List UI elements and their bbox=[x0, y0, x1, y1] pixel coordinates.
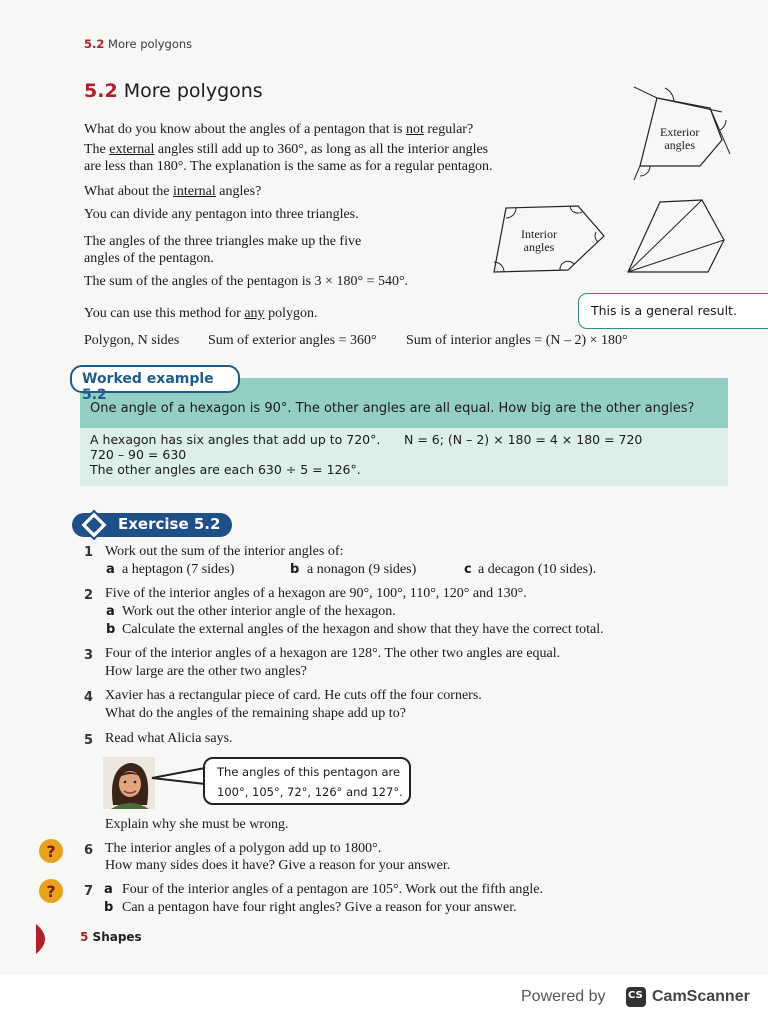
worked-example-question: One angle of a hexagon is 90°. The other angles are all equal. How big are the other angles? bbox=[90, 401, 695, 416]
question-2b-text: Calculate the external angles of the hexagon and show that they have the correct total. bbox=[122, 622, 604, 637]
question-4-text: Xavier has a rectangular piece of card. He cuts off the four corners. bbox=[105, 688, 482, 703]
worked-example-line-2: 720 – 90 = 630 bbox=[90, 447, 187, 462]
chapter-tab-marker bbox=[36, 924, 54, 954]
question-1-number: 1 bbox=[84, 545, 94, 560]
question-7-number: 7 bbox=[84, 884, 94, 899]
exterior-angles-label: Exterior angles bbox=[660, 125, 700, 152]
question-6-text-2: How many sides does it have? Give a reason for your answer. bbox=[105, 858, 451, 873]
question-6-text: The interior angles of a polygon add up to 1800°. bbox=[105, 841, 382, 856]
formula-exterior: Sum of exterior angles = 360° bbox=[208, 333, 377, 348]
camscanner-name: CamScanner bbox=[652, 988, 750, 1005]
question-6-number: 6 bbox=[84, 843, 94, 858]
worked-example-working: N = 6; (N – 2) × 180 = 4 × 180 = 720 bbox=[404, 432, 643, 447]
question-2a-letter: a bbox=[106, 604, 115, 619]
svg-text:?: ? bbox=[46, 842, 56, 861]
question-1a-letter: a bbox=[106, 562, 115, 577]
question-3-number: 3 bbox=[84, 648, 94, 663]
question-4-number: 4 bbox=[84, 690, 94, 705]
question-7a-text: Four of the interior angles of a pentagon are 105°. Work out the fifth angle. bbox=[122, 882, 543, 897]
running-head: 5.2 More polygons bbox=[84, 37, 193, 51]
intro-line-8: The sum of the angles of the pentagon is 3 × 180° = 540°. bbox=[84, 274, 409, 289]
question-3-text: Four of the interior angles of a hexagon are 128°. The other two angles are equal. bbox=[105, 646, 561, 661]
triangulated-pentagon-diagram bbox=[620, 194, 730, 280]
intro-line-7: angles of the pentagon. bbox=[84, 251, 214, 266]
intro-line-6: The angles of the three triangles make up the five bbox=[84, 234, 362, 249]
question-7b-letter: b bbox=[104, 900, 114, 915]
general-result-note: This is a general result. bbox=[578, 293, 768, 329]
worked-example-line-3: The other angles are each 630 ÷ 5 = 126°. bbox=[90, 462, 361, 477]
question-4-text-2: What do the angles of the remaining shape add up to? bbox=[105, 706, 406, 721]
worked-example-tab: Worked example 5.2 bbox=[70, 365, 240, 393]
question-1a-text: a heptagon (7 sides) bbox=[122, 562, 235, 577]
alicia-avatar bbox=[103, 757, 155, 809]
question-1b-text: a nonagon (9 sides) bbox=[307, 562, 417, 577]
question-2-text: Five of the interior angles of a hexagon are 90°, 100°, 110°, 120° and 130°. bbox=[105, 586, 527, 601]
challenge-question-icon bbox=[38, 878, 64, 904]
camscanner-logo: CS bbox=[626, 987, 646, 1007]
question-5-follow-up: Explain why she must be wrong. bbox=[105, 817, 289, 832]
challenge-question-icon bbox=[38, 838, 64, 864]
intro-line-1: What do you know about the angles of a pentagon that is not regular? bbox=[84, 122, 474, 137]
question-3-text-2: How large are the other two angles? bbox=[105, 664, 307, 679]
question-2b-letter: b bbox=[106, 622, 116, 637]
powered-by-text: Powered by bbox=[521, 988, 606, 1005]
question-7a-letter: a bbox=[104, 882, 113, 897]
question-1b-letter: b bbox=[290, 562, 300, 577]
worked-example-line-1: A hexagon has six angles that add up to 720°. bbox=[90, 432, 381, 447]
page-footer: 5 Shapes bbox=[80, 930, 142, 944]
formula-polygon: Polygon, N sides bbox=[84, 333, 180, 348]
question-7b-text: Can a pentagon have four right angles? Give a reason for your answer. bbox=[122, 900, 517, 915]
interior-angles-label: Interior angles bbox=[521, 227, 557, 254]
question-5-text: Read what Alicia says. bbox=[105, 731, 233, 746]
question-5-number: 5 bbox=[84, 733, 94, 748]
intro-line-4: What about the internal angles? bbox=[84, 184, 262, 199]
speech-bubble-tail bbox=[150, 766, 206, 788]
question-2a-text: Work out the other interior angle of the hexagon. bbox=[122, 604, 396, 619]
question-1c-text: a decagon (10 sides). bbox=[478, 562, 597, 577]
alicia-speech-bubble: The angles of this pentagon are 100°, 105°, 72°, 126° and 127°. bbox=[203, 757, 411, 805]
intro-line-3: are less than 180°. The explanation is the same as for a regular pentagon. bbox=[84, 159, 493, 174]
question-1c-letter: c bbox=[464, 562, 472, 577]
intro-line-5: You can divide any pentagon into three triangles. bbox=[84, 207, 359, 222]
question-2-number: 2 bbox=[84, 588, 94, 603]
intro-line-2: The external angles still add up to 360°, as long as all the interior angles bbox=[84, 142, 489, 157]
section-title: 5.2 More polygons bbox=[84, 80, 263, 102]
formula-interior: Sum of interior angles = (N – 2) × 180° bbox=[406, 333, 628, 348]
intro-line-9: You can use this method for any polygon. bbox=[84, 306, 318, 321]
exercise-diamond-icon bbox=[78, 509, 110, 541]
exercise-title: Exercise 5.2 bbox=[72, 513, 232, 537]
question-1-text: Work out the sum of the interior angles of: bbox=[105, 544, 344, 559]
svg-text:?: ? bbox=[46, 882, 56, 901]
